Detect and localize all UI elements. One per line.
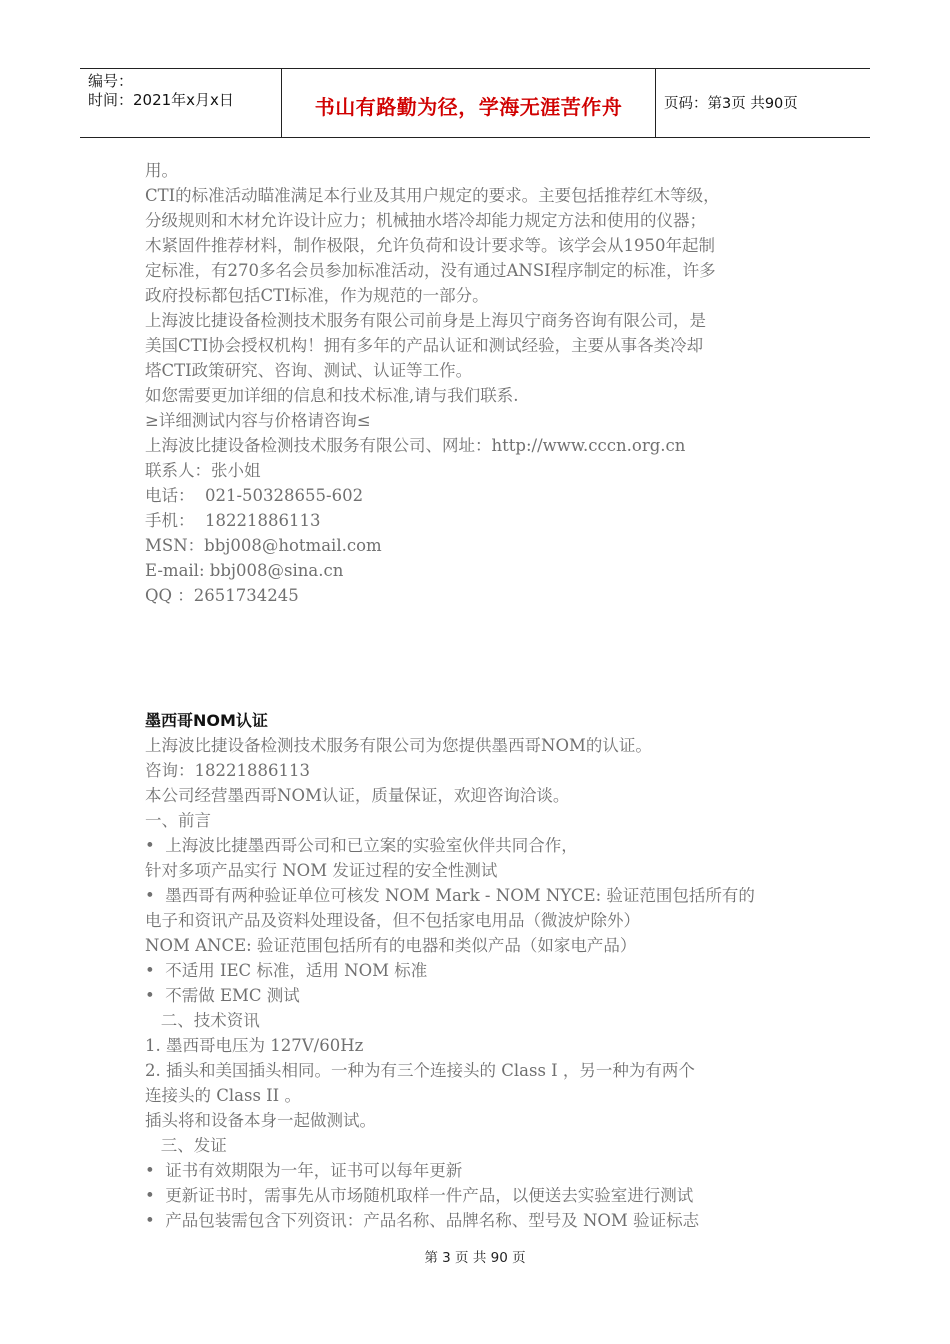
text-line: 塔CTI政策研究、咨询、测试、认证等工作。: [145, 361, 473, 380]
bullet-item: • 上海波比捷墨西哥公司和已立案的实验室伙伴共同合作，: [145, 836, 578, 855]
contact-person: 联系人：张小姐: [145, 461, 261, 480]
section-heading: 二、技术资讯: [145, 1011, 260, 1030]
contact-mobile: 手机： 18221886113: [145, 511, 321, 530]
spacer: [145, 658, 825, 708]
text-line: 上海波比捷设备检测技术服务有限公司前身是上海贝宁商务咨询有限公司，是: [145, 311, 706, 330]
section-heading: 三、发证: [145, 1136, 227, 1155]
numbered-item: 2. 插头和美国插头相同。一种为有三个连接头的 Class I ，另一种为有两个: [145, 1061, 695, 1080]
bullet-item: • 产品包装需包含下列资讯：产品名称、品牌名称、型号及 NOM 验证标志: [145, 1211, 700, 1230]
text-line: 用。: [145, 161, 178, 180]
text-line: 政府投标都包括CTI标准，作为规范的一部分。: [145, 286, 489, 305]
text-line: 连接头的 Class II 。: [145, 1086, 301, 1105]
contact-phone: 电话： 021-50328655-602: [145, 486, 364, 505]
page-header: [80, 68, 870, 138]
text-line: NOM ANCE: 验证范围包括所有的电器和类似产品（如家电产品）: [145, 936, 637, 955]
section-title: 墨西哥NOM认证: [145, 711, 268, 730]
header-meta: [88, 72, 234, 110]
text-line: 上海波比捷设备检测技术服务有限公司为您提供墨西哥NOM的认证。: [145, 736, 652, 755]
numbered-item: 1. 墨西哥电压为 127V/60Hz: [145, 1036, 364, 1055]
document-body: [145, 158, 825, 1233]
header-motto: 书山有路勤为径，学海无涯苦作舟: [314, 95, 623, 119]
text-line: ≥详细测试内容与价格请咨询≤: [145, 411, 371, 430]
bullet-item: • 墨西哥有两种验证单位可核发 NOM Mark - NOM NYCE: 验证范围包括所有的: [145, 886, 755, 905]
text-line: 咨询：18221886113: [145, 761, 310, 780]
text-line: 美国CTI协会授权机构！拥有多年的产品认证和测试经验，主要从事各类冷却: [145, 336, 704, 355]
text-line: 如您需要更加详细的信息和技术标准,请与我们联系.: [145, 386, 519, 405]
contact-qq: QQ ：2651734245: [145, 586, 299, 605]
header-divider: [655, 69, 656, 137]
text-line: 定标准，有270多名会员参加标准活动，没有通过ANSI程序制定的标准，许多: [145, 261, 716, 280]
bullet-item: • 不适用 IEC 标准，适用 NOM 标准: [145, 961, 428, 980]
header-page-info: 页码：第3页 共90页: [664, 96, 798, 112]
contact-email: E-mail: bbj008@sina.cn: [145, 561, 344, 580]
section-heading: 一、前言: [145, 811, 211, 830]
spacer: [145, 608, 825, 658]
doc-time-label: 时间：2021年x月x日: [88, 91, 234, 109]
text-line: 针对多项产品实行 NOM 发证过程的安全性测试: [145, 861, 498, 880]
text-line: 分级规则和木材允许设计应力；机械抽水塔冷却能力规定方法和使用的仪器；: [145, 211, 706, 230]
text-line: 电子和资讯产品及资料处理设备，但不包括家电用品（微波炉除外）: [145, 911, 640, 930]
text-line: 本公司经营墨西哥NOM认证，质量保证，欢迎咨询洽谈。: [145, 786, 570, 805]
contact-msn: MSN：bbj008@hotmail.com: [145, 536, 382, 555]
bullet-item: • 证书有效期限为一年，证书可以每年更新: [145, 1161, 463, 1180]
bullet-item: • 不需做 EMC 测试: [145, 986, 300, 1005]
text-line: 插头将和设备本身一起做测试。: [145, 1111, 376, 1130]
bullet-item: • 更新证书时，需事先从市场随机取样一件产品，以便送去实验室进行测试: [145, 1186, 694, 1205]
text-line: CTI的标准活动瞄准满足本行业及其用户规定的要求。主要包括推荐红木等级，: [145, 186, 720, 205]
doc-number-label: 编号：: [88, 72, 134, 90]
text-line: 木紧固件推荐材料，制作极限，允许负荷和设计要求等。该学会从1950年起制: [145, 236, 715, 255]
website-line: 上海波比捷设备检测技术服务有限公司、网址：http://www.cccn.org.cn: [145, 436, 686, 455]
page-footer: 第 3 页 共 90 页: [424, 1250, 526, 1266]
